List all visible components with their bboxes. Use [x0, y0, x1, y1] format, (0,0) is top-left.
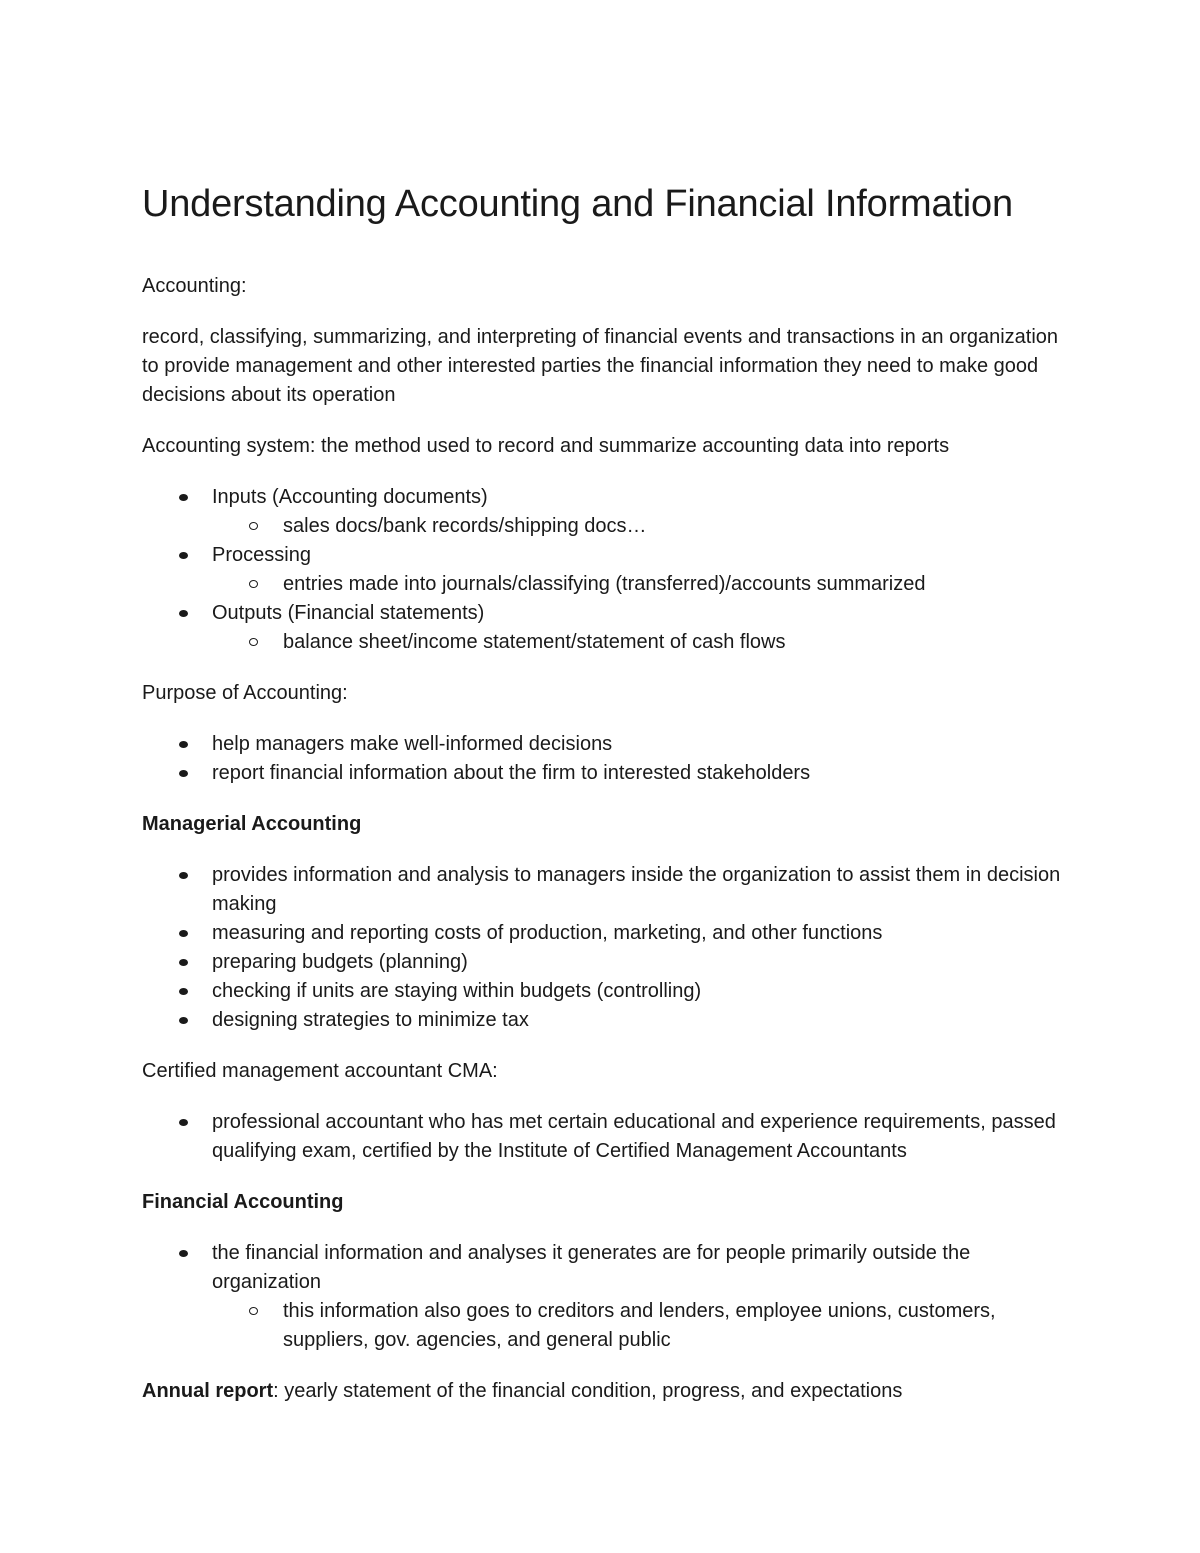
list-item-inputs: Inputs (Accounting documents) [142, 483, 1072, 512]
financial-list [142, 1239, 1072, 1355]
accounting-definition: record, classifying, summarizing, and interpreting of financial events and transactions in an organization to provide management and other interested parties the financial information they need to make good decisions about its operation [142, 326, 1059, 406]
managerial-list [142, 861, 1072, 1035]
list-item: help managers make well-informed decisions [142, 730, 1072, 759]
list-item: measuring and reporting costs of production, marketing, and other functions [142, 919, 1072, 948]
purpose-label: Purpose of Accounting: [142, 682, 348, 704]
list-item: the financial information and analyses it generates are for people primarily outside the organization [142, 1239, 1072, 1297]
document-page [142, 180, 1072, 1428]
list-item-outputs: Outputs (Financial statements) [142, 599, 1072, 628]
annual-report-text: : yearly statement of the financial condition, progress, and expectations [273, 1380, 903, 1402]
accounting-label: Accounting: [142, 275, 247, 297]
list-subitem-inputs: sales docs/bank records/shipping docs… [142, 512, 1072, 541]
cma-label: Certified management accountant CMA: [142, 1060, 498, 1082]
list-item: designing strategies to minimize tax [142, 1006, 1072, 1035]
list-item-processing: Processing [142, 541, 1072, 570]
accounting-system-list [142, 483, 1072, 657]
list-item: provides information and analysis to managers inside the organization to assist them in decision making [142, 861, 1072, 919]
managerial-heading: Managerial Accounting [142, 813, 362, 835]
list-subitem-processing: entries made into journals/classifying (transferred)/accounts summarized [142, 570, 1072, 599]
financial-heading: Financial Accounting [142, 1191, 344, 1213]
accounting-system-definition: Accounting system: the method used to record and summarize accounting data into reports [142, 435, 950, 457]
annual-report-definition [142, 1377, 1072, 1406]
list-subitem-outputs: balance sheet/income statement/statement of cash flows [142, 628, 1072, 657]
list-subitem: this information also goes to creditors and lenders, employee unions, customers, suppliers, gov. agencies, and general public [142, 1297, 1072, 1355]
cma-list [142, 1108, 1072, 1166]
document-title: Understanding Accounting and Financial Information [142, 183, 1013, 225]
list-item: checking if units are staying within budgets (controlling) [142, 977, 1072, 1006]
list-item: report financial information about the firm to interested stakeholders [142, 759, 1072, 788]
purpose-list [142, 730, 1072, 788]
list-item: professional accountant who has met certain educational and experience requirements, passed qualifying exam, certified by the Institute of Certified Management Accountants [142, 1108, 1072, 1166]
annual-report-term: Annual report [142, 1380, 274, 1402]
list-item: preparing budgets (planning) [142, 948, 1072, 977]
